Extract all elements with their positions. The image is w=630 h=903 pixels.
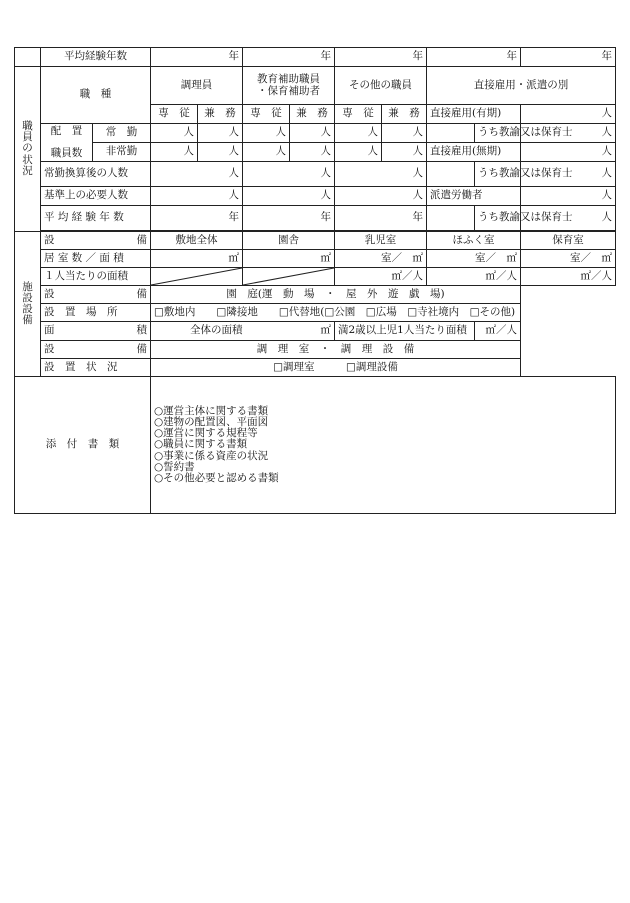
building-area[interactable]: ㎡ xyxy=(243,250,335,268)
attachments-label: 添 付 書 類 xyxy=(15,377,151,514)
garden-equipment-label: 設 備 xyxy=(41,286,151,304)
edu-regular-ft[interactable]: 人 xyxy=(243,124,290,143)
cook-years[interactable]: 年 xyxy=(151,206,243,231)
regular-label: 常 勤 xyxy=(93,124,151,143)
blank-corner xyxy=(15,48,41,67)
avg-years-cell-3[interactable]: 年 xyxy=(335,48,427,67)
infant-per-person[interactable]: ㎡／人 xyxy=(335,268,427,286)
cook-nonreg-pt[interactable]: 人 xyxy=(198,143,243,162)
other-fte[interactable]: 人 xyxy=(335,162,427,187)
site-area[interactable]: ㎡ xyxy=(151,250,243,268)
teacher-count-1[interactable]: 人 xyxy=(521,124,616,143)
other-years[interactable]: 年 xyxy=(335,206,427,231)
building-per-person-na xyxy=(243,268,335,286)
site-per-person-na xyxy=(151,268,243,286)
teacher-count-2[interactable]: 人 xyxy=(521,162,616,187)
job-type-label: 職 種 xyxy=(41,67,151,124)
attachment-item: ○事業に係る資産の状況 xyxy=(154,449,269,462)
required-label: 基準上の必要人数 xyxy=(41,187,151,206)
location-label: 設 置 場 所 xyxy=(41,304,151,322)
edu-regular-pt[interactable]: 人 xyxy=(290,124,335,143)
per-child-area[interactable]: ㎡／人 xyxy=(475,322,521,341)
staff-avg-years-label: 平 均 経 験 年 数 xyxy=(41,206,151,231)
direct-fixed-count[interactable]: 人 xyxy=(521,105,616,124)
teacher-label-2: うち教諭又は保育士 xyxy=(475,162,521,187)
other-staff-header: その他の職員 xyxy=(335,67,427,105)
dispatch-label: 派遣労働者 xyxy=(427,187,521,206)
cook-required[interactable]: 人 xyxy=(151,187,243,206)
avg-years-label: 平均経験年数 xyxy=(41,48,151,67)
cook-parttime: 兼 務 xyxy=(198,105,243,124)
application-form-table xyxy=(14,47,615,541)
other-nonreg-ft[interactable]: 人 xyxy=(335,143,382,162)
attachments-list xyxy=(151,377,616,514)
cook-regular-pt[interactable]: 人 xyxy=(198,124,243,143)
attachment-item: ○誓約書 xyxy=(154,460,195,473)
equipment-label: 設 備 xyxy=(41,232,151,250)
edu-nonreg-pt[interactable]: 人 xyxy=(290,143,335,162)
employment-type-header: 直接雇用・派遣の別 xyxy=(427,67,616,105)
direct-permanent-count[interactable]: 人 xyxy=(521,143,616,162)
col-site: 敷地全体 xyxy=(151,232,243,250)
dispatch-count[interactable]: 人 xyxy=(521,187,616,206)
cook-nonreg-ft[interactable]: 人 xyxy=(151,143,198,162)
area-label: 面 積 xyxy=(41,322,151,341)
attachment-item: ○運営主体に関する書類 xyxy=(154,405,269,418)
assign-staff-label: 配 置 職員数 xyxy=(41,124,93,162)
col-infant-room: 乳児室 xyxy=(335,232,427,250)
avg-years-cell-1[interactable]: 年 xyxy=(151,48,243,67)
teacher-count-3[interactable]: 人 xyxy=(521,206,616,231)
edu-assist-header: 教育補助職員 ・保育補助者 xyxy=(243,67,335,105)
avg-years-cell-2[interactable]: 年 xyxy=(243,48,335,67)
facility-section-label: 施 設 設 備 xyxy=(15,232,41,377)
install-options[interactable]: □調理室 □調理設備 xyxy=(151,359,521,377)
direct-fixed-label: 直接雇用(有期) xyxy=(427,105,521,124)
edu-nonreg-ft[interactable]: 人 xyxy=(243,143,290,162)
crawling-per-person[interactable]: ㎡／人 xyxy=(427,268,521,286)
cook-fulltime: 専 従 xyxy=(151,105,198,124)
other-nonreg-pt[interactable]: 人 xyxy=(382,143,427,162)
cook-header: 調理員 xyxy=(151,67,243,105)
staff-section-label: 職 員 の 状 況 xyxy=(15,67,41,232)
attachment-item: ○その他必要と認める書類 xyxy=(154,471,279,484)
col-building: 園舎 xyxy=(243,232,335,250)
avg-years-cell-5[interactable]: 年 xyxy=(521,48,616,67)
cook-fte[interactable]: 人 xyxy=(151,162,243,187)
attachment-item: ○職員に関する書類 xyxy=(154,438,248,451)
cook-regular-ft[interactable]: 人 xyxy=(151,124,198,143)
attachment-item: ○運営に関する規程等 xyxy=(154,427,258,440)
edu-parttime: 兼 務 xyxy=(290,105,335,124)
garden-label: 園 庭(運 動 場 ・ 屋 外 遊 戯 場) xyxy=(151,286,521,304)
per-person-label: １人当たりの面積 xyxy=(41,268,151,286)
nonregular-label: 非常勤 xyxy=(93,143,151,162)
crawling-rooms-area[interactable]: 室／ ㎡ xyxy=(427,250,521,268)
install-status-label: 設 置 状 況 xyxy=(41,359,151,377)
avg-years-cell-4[interactable]: 年 xyxy=(427,48,521,67)
other-regular-pt[interactable]: 人 xyxy=(382,124,427,143)
other-fulltime: 専 従 xyxy=(335,105,382,124)
teacher-label-1: うち教諭又は保育士 xyxy=(475,124,521,143)
edu-fte[interactable]: 人 xyxy=(243,162,335,187)
col-crawling-room: ほふく室 xyxy=(427,232,521,250)
other-required[interactable]: 人 xyxy=(335,187,427,206)
infant-rooms-area[interactable]: 室／ ㎡ xyxy=(335,250,427,268)
other-regular-ft[interactable]: 人 xyxy=(335,124,382,143)
fte-label: 常勤換算後の人数 xyxy=(41,162,151,187)
kitchen-equipment-label: 設 備 xyxy=(41,341,151,359)
edu-fulltime: 専 従 xyxy=(243,105,290,124)
location-options[interactable]: □敷地内 □隣接地 □代替地(□公園 □広場 □寺社境内 □その他) xyxy=(151,304,521,322)
other-parttime: 兼 務 xyxy=(382,105,427,124)
direct-permanent-label: 直接雇用(無期) xyxy=(427,143,521,162)
per-child-area-label: 満2歳以上児1人当たり面積 xyxy=(335,322,475,341)
rooms-area-label: 居 室 数 ／ 面 積 xyxy=(41,250,151,268)
edu-years[interactable]: 年 xyxy=(243,206,335,231)
edu-required[interactable]: 人 xyxy=(243,187,335,206)
nursery-rooms-area[interactable]: 室／ ㎡ xyxy=(521,250,616,268)
total-area[interactable]: 全体の面積 ㎡ xyxy=(151,322,335,341)
teacher-label-3: うち教諭又は保育士 xyxy=(475,206,521,231)
attachment-item: ○建物の配置図、平面図 xyxy=(154,416,269,429)
kitchen-label: 調 理 室 ・ 調 理 設 備 xyxy=(151,341,521,359)
nursery-per-person[interactable]: ㎡／人 xyxy=(521,268,616,286)
col-nursery-room: 保育室 xyxy=(521,232,616,250)
